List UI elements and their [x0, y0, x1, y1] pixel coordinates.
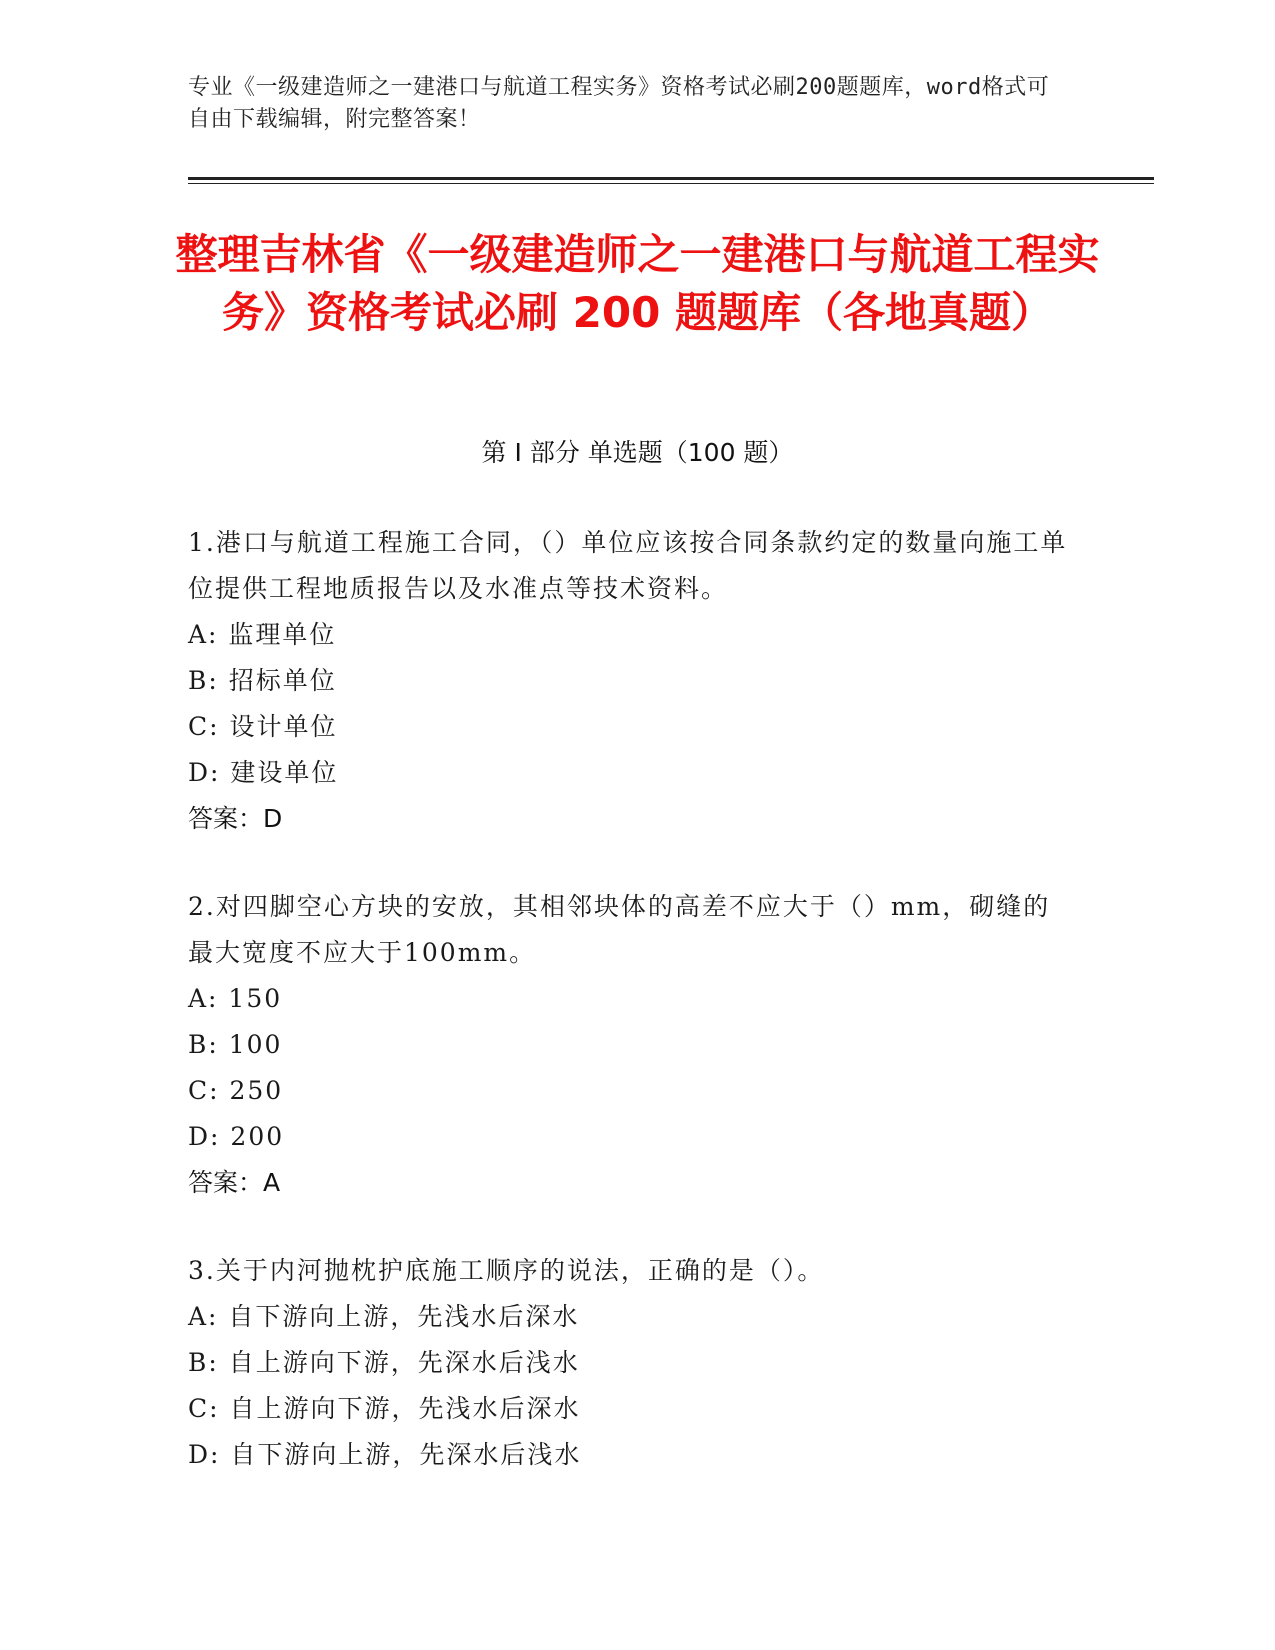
section-title: 第 I 部分 单选题（100 题）	[481, 438, 794, 467]
answer-line: 答案：D	[188, 804, 283, 833]
option-d: D: 自下游向上游，先深水后浅水	[188, 1440, 582, 1469]
option-a: A: 150	[188, 984, 283, 1013]
question-block	[188, 884, 1068, 1206]
option-a: A: 监理单位	[188, 620, 337, 649]
option-b: B: 100	[188, 1030, 283, 1059]
option-a: A: 自下游向上游，先浅水后深水	[188, 1302, 580, 1331]
question-text: 3.关于内河抛枕护底施工顺序的说法，正确的是（）。	[188, 1256, 825, 1285]
question-block	[188, 520, 1068, 842]
option-b: B: 自上游向下游，先深水后浅水	[188, 1348, 580, 1377]
option-c: C: 250	[188, 1076, 284, 1105]
option-d: D: 建设单位	[188, 758, 339, 787]
option-c: C: 设计单位	[188, 712, 338, 741]
option-d: D: 200	[188, 1122, 285, 1151]
option-b: B: 招标单位	[188, 666, 337, 695]
question-text: 2.对四脚空心方块的安放，其相邻块体的高差不应大于（）mm，砌缝的最大宽度不应大于100mm。	[188, 892, 1051, 967]
header-note: 专业《一级建造师之一建港口与航道工程实务》资格考试必刷200题题库，word格式可自由下载编辑，附完整答案！	[188, 75, 1050, 132]
question-block	[188, 1248, 1068, 1478]
header-divider-thick	[188, 177, 1154, 180]
question-text: 1.港口与航道工程施工合同，（）单位应该按合同条款约定的数量向施工单位提供工程地质报告以及水准点等技术资料。	[188, 528, 1068, 603]
header-divider-thin	[188, 183, 1154, 184]
option-c: C: 自上游向下游，先浅水后深水	[188, 1394, 581, 1423]
answer-line: 答案：A	[188, 1168, 281, 1197]
document-title: 整理吉林省《一级建造师之一建港口与航道工程实务》资格考试必刷 200 题题库（各地真题）	[175, 230, 1100, 337]
